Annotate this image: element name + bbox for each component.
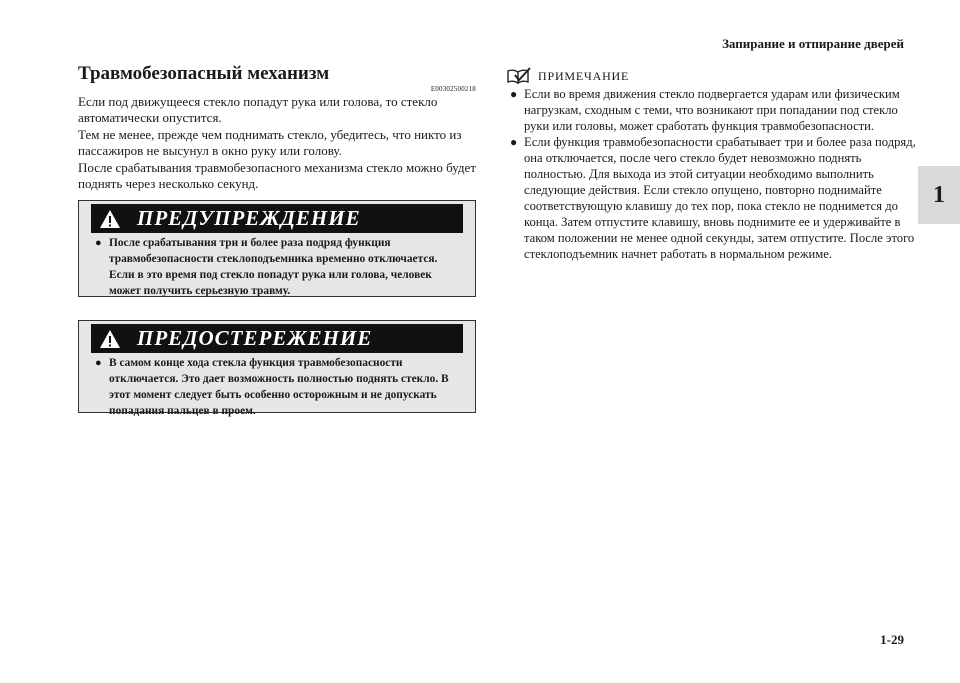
chapter-tab	[918, 166, 960, 224]
note-check-icon	[506, 67, 532, 85]
page-number: 1-29	[880, 632, 904, 647]
note-label: ПРИМЕЧАНИЕ	[538, 68, 630, 83]
warning-triangle-icon	[99, 209, 121, 229]
bullet-icon: ●	[95, 237, 102, 249]
running-header: Запирание и отпирание дверей	[722, 36, 904, 51]
bullet-icon: ●	[95, 357, 102, 369]
caution-box	[78, 320, 476, 417]
warning-box	[78, 200, 476, 297]
warning-body	[95, 235, 465, 299]
section-code: E00302500218	[430, 85, 476, 93]
section-main	[78, 62, 476, 192]
caution-text: В самом конце хода стекла функция травмобезопасности отключается. Это дает возможность полностью поднять стекло. В этот момент следует быть особенно осторожным и не допускать попадания пальцев в проем.	[109, 357, 449, 417]
note-header	[506, 66, 918, 86]
warning-header-bar	[91, 204, 463, 233]
bullet-icon: ●	[510, 135, 518, 149]
note-text: Если во время движения стекло подвергается ударам или физическим нагрузкам, сходным с теми, что возникают при попадании под стекло руки или головы, может сработать функция травмобезопасности.	[524, 87, 900, 133]
note-item	[506, 86, 918, 134]
warning-label: ПРЕДУПРЕЖДЕНИЕ	[137, 206, 361, 230]
body-paragraph: Если под движущееся стекло попадут рука или голова, то стекло автоматически опустится.	[78, 94, 438, 125]
note-item	[506, 134, 918, 262]
note-text: Если функция травмобезопасности срабатывает три и более раза подряд, она отключается, после чего стекло будет невозможно поднять полностью. Для выхода из этой ситуации необходимо выполнить следующие действия. Если стекло опущено, повторно поднимайте соответствующую клавишу до тех пор, пока стекло не поднимется до конца. Затем отпустите клавишу, вновь поднимите ее и удерживайте в таком положении не менее одной секунды, затем отпустите. После этого стеклоподъемник начнет работать в нормальном режиме.	[524, 135, 916, 261]
caution-body	[95, 355, 465, 419]
chapter-number: 1	[933, 181, 945, 208]
caution-header-bar	[91, 324, 463, 353]
body-paragraph: Тем не менее, прежде чем поднимать стекло, убедитесь, что никто из пассажиров не высунул в окно руку или голову.	[78, 127, 462, 158]
caution-label: ПРЕДОСТЕРЕЖЕНИЕ	[137, 326, 373, 350]
note-section	[506, 66, 918, 262]
bullet-icon: ●	[510, 87, 518, 101]
body-paragraph: После срабатывания травмобезопасного механизма стекло можно будет поднять через несколько секунд.	[78, 160, 476, 191]
warning-triangle-icon	[99, 329, 121, 349]
warning-text: После срабатывания три и более раза подряд функция травмобезопасности стеклоподъемника временно отключается. Если в это время под стекло попадут рука или голова, человек может получить серьезную травму.	[109, 237, 438, 297]
section-title: Травмобезопасный механизм	[78, 63, 330, 84]
